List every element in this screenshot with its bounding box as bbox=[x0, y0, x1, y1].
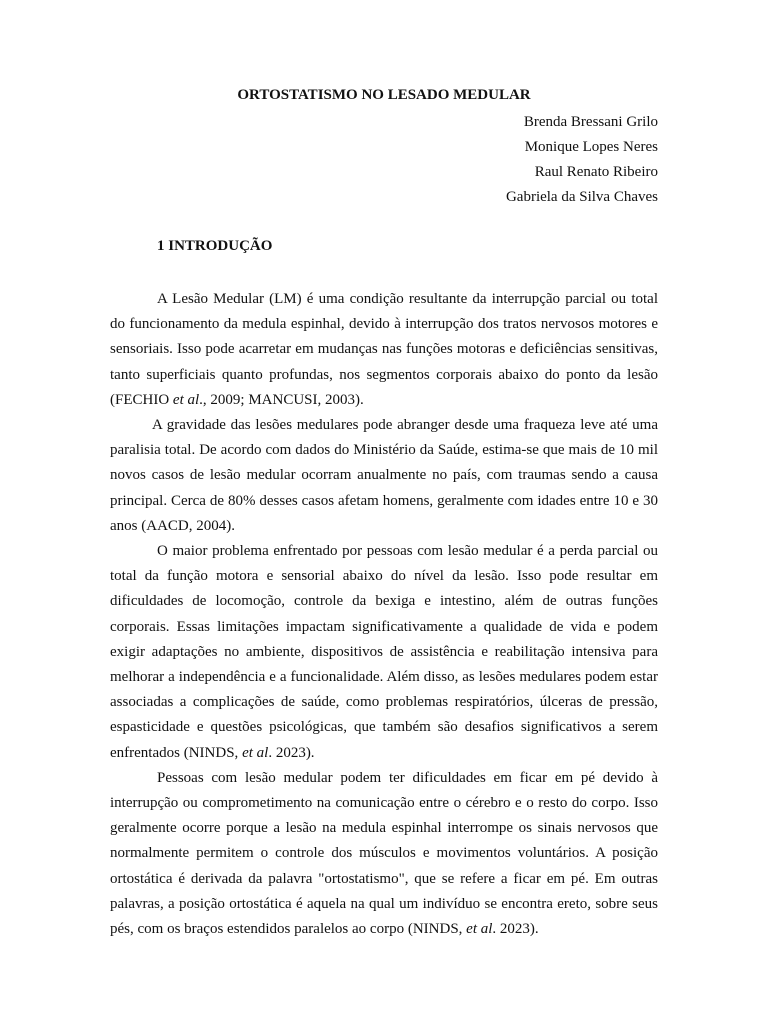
paragraph-text: Pessoas com lesão medular podem ter dificuldades em ficar em pé devido à interrupção ou comprometimento na comunicação entre o cérebro e o resto do corpo. Isso geralmente ocorre porque a lesão na medula espinhal interrompe os sinais nervosos que normalmente permitem o controle dos músculos e movimentos voluntários. A posição ortostática é derivada da palavra "ortostatismo", que se refere a ficar em pé. Em outras palavras, a posição ortostática é aquela na qual um indivíduo se encontra ereto, sobre seus pés, com os braços estendidos paralelos ao corpo (NINDS, bbox=[110, 769, 658, 938]
paragraph bbox=[110, 287, 658, 413]
citation-italic: et al bbox=[172, 391, 200, 408]
paragraph-text: ., 2009; MANCUSI, 2003). bbox=[199, 391, 364, 408]
citation-italic: et al bbox=[242, 744, 269, 761]
author-name: Raul Renato Ribeiro bbox=[534, 164, 658, 180]
body-text bbox=[110, 287, 658, 942]
author-list bbox=[506, 110, 658, 210]
author-name: Brenda Bressani Grilo bbox=[523, 114, 658, 130]
paragraph-text: A gravidade das lesões medulares pode abranger desde uma fraqueza leve até uma paralisia total. De acordo com dados do Ministério da Saúde, estima-se que mais de 10 mil novos casos de lesão medular ocorram anualmente no país, com traumas sendo a causa principal. Cerca de 80% desses casos afetam homens, geralmente com idades entre 10 e 30 anos (AACD, 2004). bbox=[110, 417, 658, 534]
document-title: ORTOSTATISMO NO LESADO MEDULAR bbox=[237, 87, 531, 103]
paragraph-text: A Lesão Medular (LM) é uma condição resultante da interrupção parcial ou total do funcionamento da medula espinhal, devido à interrupção dos tratos nervosos motores e sensoriais. Isso pode acarretar em mudanças nas funções motoras e deficiências sensitivas, tanto superficiais quanto profundas, nos segmentos corporais abaixo do ponto da lesão (FECHIO bbox=[110, 291, 658, 408]
citation-italic: et al bbox=[466, 921, 493, 938]
paragraph bbox=[110, 766, 658, 942]
paragraph-text: O maior problema enfrentado por pessoas com lesão medular é a perda parcial ou total da função motora e sensorial abaixo do nível da lesão. Isso pode resultar em dificuldades de locomoção, controle da bexiga e intestino, além de outras funções corporais. Essas limitações impactam significativamente a qualidade de vida e podem exigir adaptações no ambiente, dispositivos de assistência e reabilitação intensiva para melhorar a independência e a funcionalidade. Além disso, as lesões medulares podem estar associadas a complicações de saúde, como problemas respiratórios, úlceras de pressão, espasticidade e questões psicológicas, que também são desafios significativos a serem enfrentados (NINDS, bbox=[110, 543, 658, 761]
section-heading: 1 INTRODUÇÃO bbox=[157, 238, 273, 254]
author-name: Gabriela da Silva Chaves bbox=[505, 189, 658, 205]
paragraph bbox=[110, 413, 658, 539]
paragraph-text: . 2023). bbox=[492, 921, 539, 938]
author-name: Monique Lopes Neres bbox=[524, 139, 658, 155]
paragraph bbox=[110, 539, 658, 766]
paragraph-text: . 2023). bbox=[268, 744, 315, 761]
